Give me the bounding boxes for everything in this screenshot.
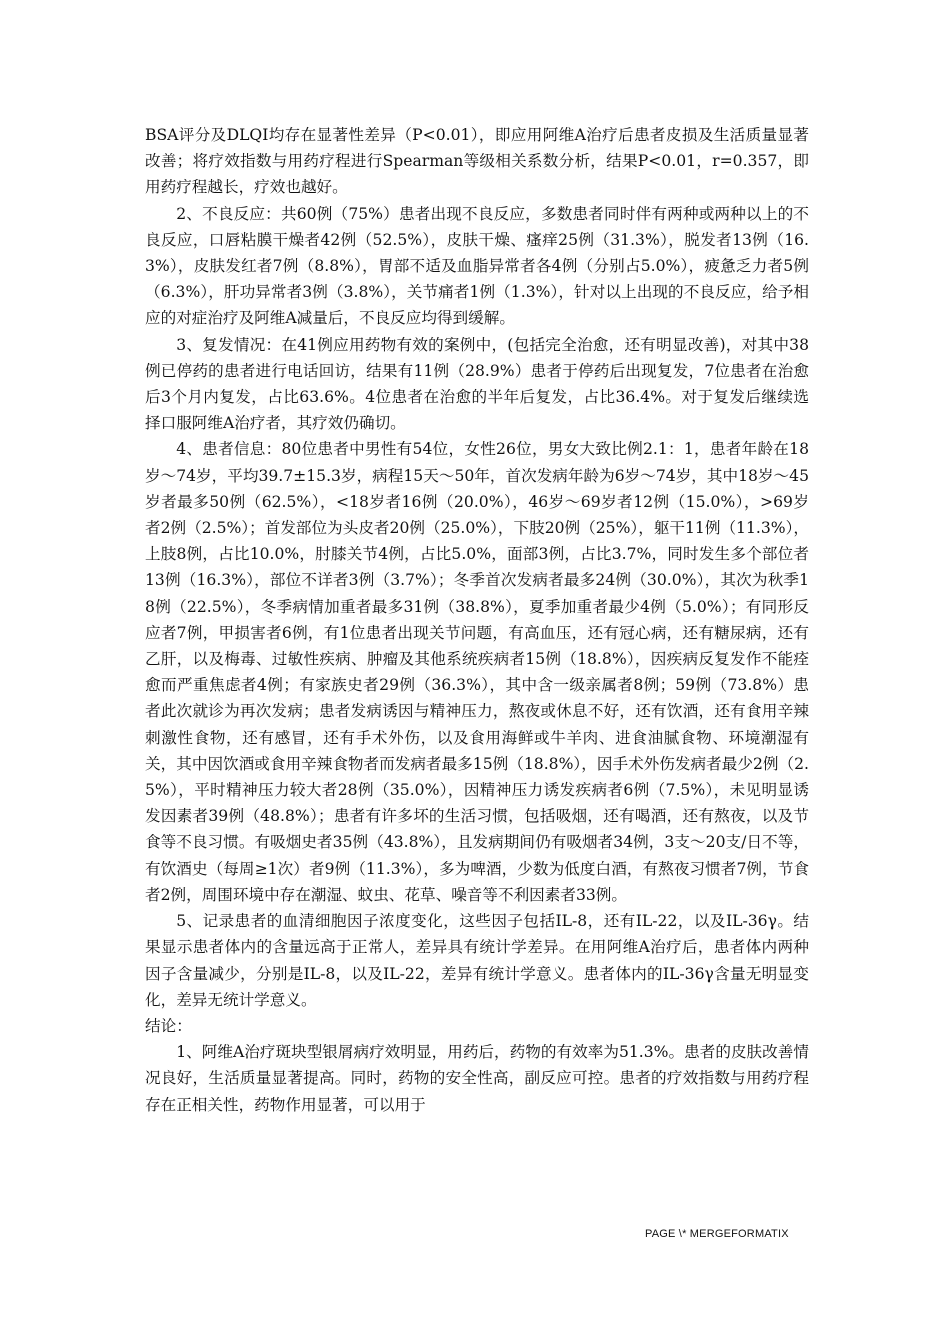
paragraph-conclusion-1: 1、阿维A治疗斑块型银屑病疗效明显，用药后，药物的有效率为51.3%。患者的皮肤改善情况良好，生活质量显著提高。同时，药物的安全性高，副反应可控。患者的疗效指数与用药疗程存在正相关性，药物作用显著，可以用于	[145, 1043, 809, 1114]
paragraph-adverse-reactions: 2、不良反应：共60例（75%）患者出现不良反应，多数患者同时伴有两种或两种以上的不良反应，口唇粘膜干燥者42例（52.5%），皮肤干燥、瘙痒25例（31.3%），脱发者13例（16.3%），皮肤发红者7例（8.8%），胃部不适及血脂异常者各4例（分别占5.0%），疲惫乏力者5例（6.3%），肝功异常者3例（3.8%），关节痛者1例（1.3%），针对以上出现的不良反应，给予相应的对症治疗及阿维A减量后，不良反应均得到缓解。	[145, 204, 809, 328]
paragraph-cytokines: 5、记录患者的血清细胞因子浓度变化，这些因子包括IL-8，还有IL-22，以及IL-36γ。结果显示患者体内的含量远高于正常人，差异具有统计学差异。在用阿维A治疗后，患者体内两种因子含量减少，分别是IL-8，以及IL-22，差异有统计学意义。患者体内的IL-36γ含量无明显变化，差异无统计学意义。	[145, 912, 809, 1009]
page-footer-field: PAGE \* MERGEFORMATIX	[645, 1228, 789, 1240]
conclusion-heading: 结论：	[145, 1016, 192, 1035]
paragraph-patient-info: 4、患者信息：80位患者中男性有54位，女性26位，男女大致比例2.1：1，患者年龄在18岁～74岁，平均39.7±15.3岁，病程15天～50年，首次发病年龄为6岁～74岁，其中18岁～45岁者最多50例（62.5%），<18岁者16例（20.0%），46岁～69岁者12例（15.0%），>69岁者2例（2.5%）；首发部位为头皮者20例（25.0%），下肢20例（25%），躯干11例（11.3%），上肢8例，占比10.0%，肘膝关节4例，占比5.0%，面部3例，占比3.7%，同时发生多个部位者13例（16.3%），部位不详者3例（3.7%）；冬季首次发病者最多24例（30.0%），其次为秋季18例（22.5%），冬季病情加重者最多31例（38.8%），夏季加重者最少4例（5.0%）；有同形反应者7例，甲损害者6例，有1位患者出现关节问题，有高血压，还有冠心病，还有糖尿病，还有乙肝，以及梅毒、过敏性疾病、肿瘤及其他系统疾病者15例（18.8%），因疾病反复发作不能痊愈而严重焦虑者4例；有家族史者29例（36.3%），其中含一级亲属者8例；59例（73.8%）患者此次就诊为再次发病；患者发病诱因与精神压力，熬夜或休息不好，还有饮酒，还有食用辛辣刺激性食物，还有感冒，还有手术外伤，以及食用海鲜或牛羊肉、进食油腻食物、环境潮湿有关，其中因饮酒或食用辛辣食物者而发病者最多15例（18.8%），因手术外伤发病者最少2例（2.5%），平时精神压力较大者28例（35.0%），因精神压力诱发疾病者6例（7.5%），未见明显诱发因素者39例（48.8%）；患者有许多坏的生活习惯，包括吸烟，还有喝酒，还有熬夜，以及节食等不良习惯。有吸烟史者35例（43.8%），且发病期间仍有吸烟者34例，3支～20支/日不等，有饮酒史（每周≥1次）者9例（11.3%），多为啤酒，少数为低度白酒，有熬夜习惯者7例，节食者2例，周围环境中存在潮湿、蚊虫、花草、噪音等不利因素者33例。	[145, 440, 809, 904]
paragraph-bsa-dlqi: BSA评分及DLQI均存在显著性差异（P<0.01），即应用阿维A治疗后患者皮损及生活质量显著改善；将疗效指数与用药疗程进行Spearman等级相关系数分析，结果P<0.01，r=0.357，即用药疗程越长，疗效也越好。	[145, 126, 809, 197]
body-text	[145, 122, 809, 1118]
paragraph-recurrence: 3、复发情况：在41例应用药物有效的案例中，(包括完全治愈，还有明显改善)，对其中38例已停药的患者进行电话回访，结果有11例（28.9%）患者于停药后出现复发，7位患者在治愈后3个月内复发，占比63.6%。4位患者在治愈的半年后复发，占比36.4%。对于复发后继续选择口服阿维A治疗者，其疗效仍确切。	[145, 335, 809, 433]
